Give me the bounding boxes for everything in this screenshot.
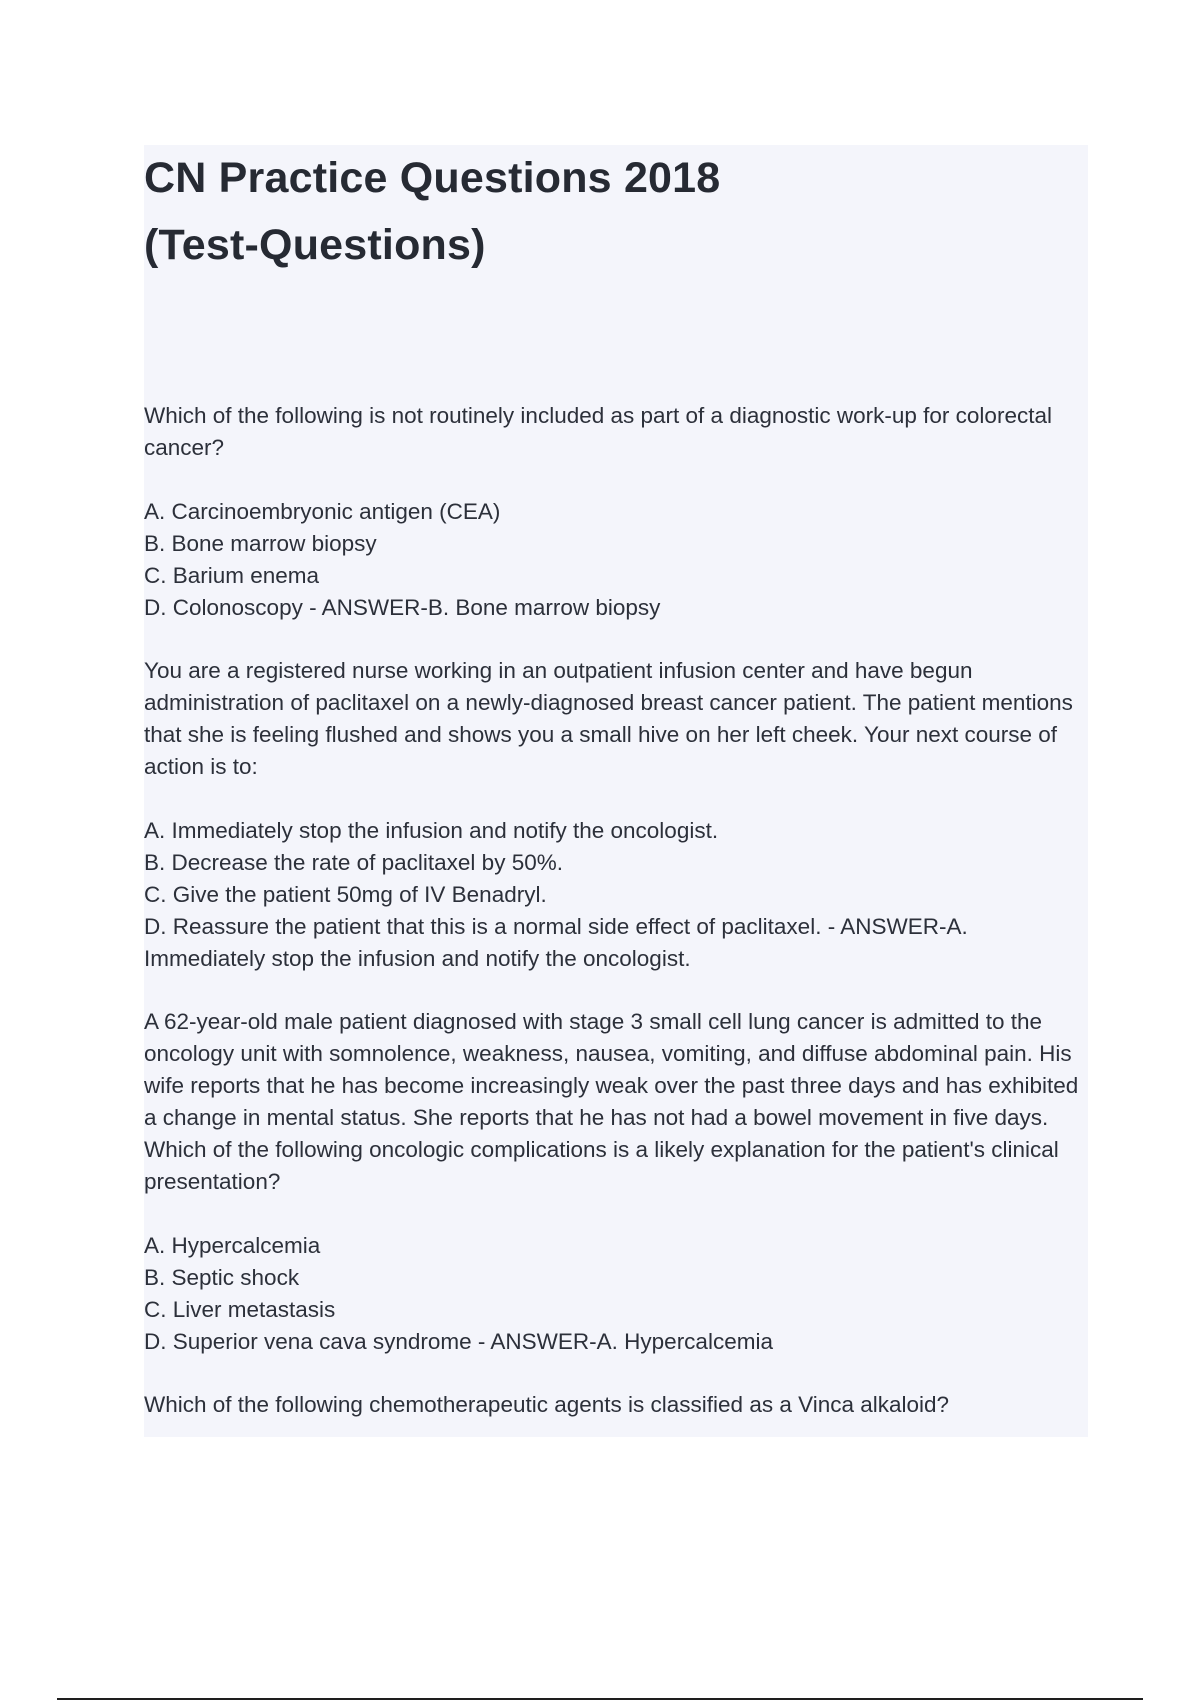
title-line-2: (Test-Questions) bbox=[144, 221, 486, 269]
option-a: A. Carcinoembryonic antigen (CEA) bbox=[144, 499, 501, 524]
title-line-1: CN Practice Questions 2018 bbox=[144, 154, 721, 202]
option-b: B. Septic shock bbox=[144, 1265, 300, 1290]
option-a: A. Hypercalcemia bbox=[144, 1233, 321, 1258]
question-text: Which of the following chemotherapeutic agents is classified as a Vinca alkaloid? bbox=[144, 1392, 950, 1417]
answer-options bbox=[144, 815, 1088, 975]
question-text: Which of the following is not routinely included as part of a diagnostic work-up for colorectal cancer? bbox=[144, 403, 1052, 460]
answer-options bbox=[144, 496, 1088, 624]
question-text: A 62-year-old male patient diagnosed with stage 3 small cell lung cancer is admitted to the oncology unit with somnolence, weakness, nausea, vomiting, and diffuse abdominal pain. His wife reports that he has become increasingly weak over the past three days and has exhibited a change in mental status. She reports that he has not had a bowel movement in five days. Which of the following oncologic complications is a likely explanation for the patient's clinical presentation? bbox=[144, 1009, 1079, 1194]
answer-options bbox=[144, 1230, 1088, 1358]
question-text: You are a registered nurse working in an outpatient infusion center and have begun administration of paclitaxel on a newly-diagnosed breast cancer patient. The patient mentions that she is feeling flushed and shows you a small hive on her left cheek. Your next course of action is to: bbox=[144, 658, 1073, 779]
option-c: C. Barium enema bbox=[144, 563, 320, 588]
question-4 bbox=[144, 1389, 1088, 1421]
option-b: B. Bone marrow biopsy bbox=[144, 531, 377, 556]
question-list bbox=[144, 400, 1088, 1453]
question-3 bbox=[144, 1006, 1088, 1358]
option-c: C. Liver metastasis bbox=[144, 1297, 336, 1322]
document-title bbox=[144, 145, 720, 279]
option-d: D. Superior vena cava syndrome - ANSWER-A. Hypercalcemia bbox=[144, 1329, 773, 1354]
option-c: C. Give the patient 50mg of IV Benadryl. bbox=[144, 882, 547, 907]
option-d: D. Reassure the patient that this is a normal side effect of paclitaxel. - ANSWER-A. Immediately stop the infusion and notify the oncologist. bbox=[144, 914, 968, 971]
option-a: A. Immediately stop the infusion and notify the oncologist. bbox=[144, 818, 719, 843]
option-b: B. Decrease the rate of paclitaxel by 50%. bbox=[144, 850, 563, 875]
page-content bbox=[144, 145, 1088, 1437]
question-2 bbox=[144, 655, 1088, 975]
question-1 bbox=[144, 400, 1088, 624]
option-d: D. Colonoscopy - ANSWER-B. Bone marrow biopsy bbox=[144, 595, 661, 620]
